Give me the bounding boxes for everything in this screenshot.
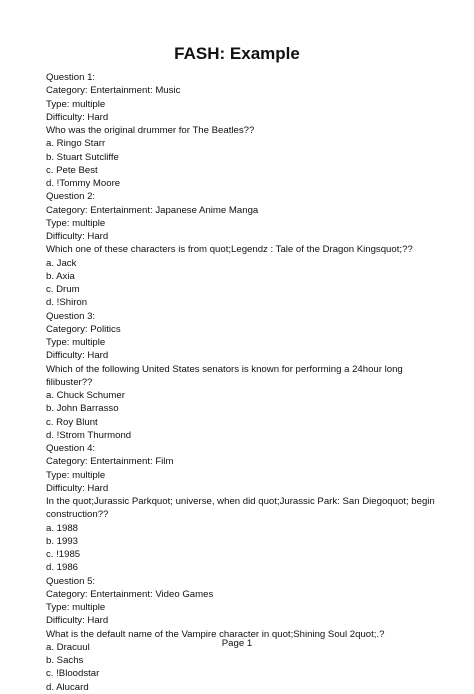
question-block xyxy=(46,575,446,694)
answer-option: c. Pete Best xyxy=(46,164,98,176)
question-type: Type: multiple xyxy=(46,602,106,613)
answer-option: a. Ringo Starr xyxy=(46,138,106,150)
answer-option: a. Chuck Schumer xyxy=(46,390,125,401)
page-title: FASH: Example xyxy=(174,44,300,63)
question-difficulty: Difficulty: Hard xyxy=(46,111,109,123)
question-difficulty: Difficulty: Hard xyxy=(46,482,109,494)
question-type: Type: multiple xyxy=(46,98,106,110)
question-difficulty: Difficulty: Hard xyxy=(46,615,109,627)
question-category: Category: Entertainment: Music xyxy=(46,85,181,97)
question-heading: Question 5: xyxy=(46,575,96,587)
answer-option: b. 1993 xyxy=(46,535,79,547)
answer-option: b. Stuart Sutcliffe xyxy=(46,151,119,163)
question-heading: Question 3: xyxy=(46,310,96,322)
question-category: Category: Entertainment: Film xyxy=(46,456,174,468)
answer-option: b. John Barrasso xyxy=(46,403,119,415)
answer-option: a. Dracuul xyxy=(46,641,90,653)
question-category: Category: Entertainment: Japanese Anime Manga xyxy=(46,204,259,216)
question-text: In the quot;Jurassic Parkquot; universe, when did quot;Jurassic Park: San Diegoquot; begin construction?? xyxy=(46,496,435,521)
question-block xyxy=(46,190,446,309)
answer-option: c. Roy Blunt xyxy=(46,416,98,428)
question-type: Type: multiple xyxy=(46,217,106,229)
question-category: Category: Politics xyxy=(46,323,121,335)
answer-option: c. !Bloodstar xyxy=(46,668,100,680)
answer-option: d. !Strom Thurmond xyxy=(46,429,132,441)
answer-option: c. !1985 xyxy=(46,549,81,560)
question-type: Type: multiple xyxy=(46,337,106,348)
answer-option: c. Drum xyxy=(46,284,80,295)
answer-option: d. 1986 xyxy=(46,562,79,574)
question-type: Type: multiple xyxy=(46,469,106,481)
answer-option: b. Axia xyxy=(46,270,75,282)
answer-option: d. !Tommy Moore xyxy=(46,178,121,189)
answer-option: d. !Shiron xyxy=(46,297,88,309)
question-category: Category: Entertainment: Video Games xyxy=(46,588,214,600)
answer-option: d. Alucard xyxy=(46,681,89,693)
question-heading: Question 2: xyxy=(46,191,96,203)
question-text: Who was the original drummer for The Beatles?? xyxy=(46,125,255,136)
answer-option: a. Jack xyxy=(46,257,77,269)
question-text: Which one of these characters is from quot;Legendz : Tale of the Dragon Kingsquot;?? xyxy=(46,244,413,256)
question-difficulty: Difficulty: Hard xyxy=(46,231,109,242)
question-text: Which of the following United States senators is known for performing a 24hour long filibuster?? xyxy=(46,363,403,388)
page-number: Page 1 xyxy=(221,638,253,649)
questions-list xyxy=(46,71,446,694)
question-block xyxy=(46,442,446,575)
answer-option: b. Sachs xyxy=(46,655,84,666)
question-text: What is the default name of the Vampire character in quot;Shining Soul 2quot;.? xyxy=(46,628,385,640)
question-heading: Question 1: xyxy=(46,72,96,83)
answer-option: a. 1988 xyxy=(46,522,79,534)
question-difficulty: Difficulty: Hard xyxy=(46,350,109,362)
question-block xyxy=(46,71,446,190)
question-heading: Question 4: xyxy=(46,443,96,454)
question-block xyxy=(46,310,446,443)
